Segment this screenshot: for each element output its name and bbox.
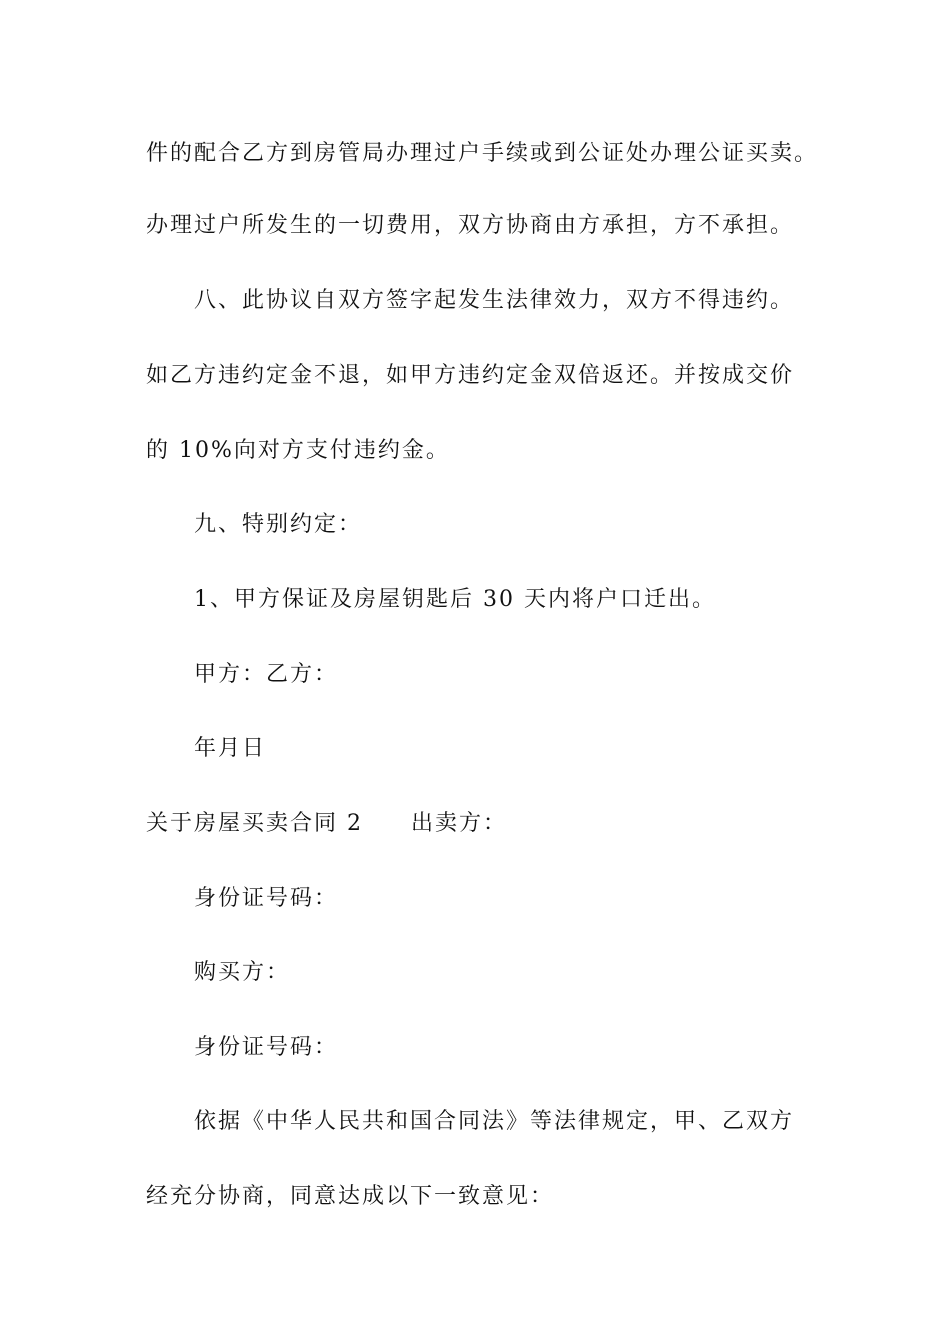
contract-title: 关于房屋买卖合同 2 bbox=[146, 811, 363, 836]
paragraph-line: 经充分协商，同意达成以下一致意见： bbox=[146, 1184, 555, 1209]
seller-label: 出卖方： bbox=[411, 811, 508, 836]
paragraph-line: 办理过户所发生的一切费用，双方协商由方承担，方不承担。 bbox=[146, 213, 795, 238]
clause-eight: 八、此协议自双方签字起发生法律效力，双方不得违约。 bbox=[194, 288, 795, 313]
signature-parties: 甲方：乙方： bbox=[194, 662, 339, 687]
paragraph-line: 件的配合乙方到房管局办理过户手续或到公证处办理公证买卖。 bbox=[146, 141, 819, 166]
buyer-label: 购买方： bbox=[194, 960, 291, 985]
paragraph-line: 的 10%向对方支付违约金。 bbox=[146, 438, 450, 463]
basis-paragraph: 依据《中华人民共和国合同法》等法律规定，甲、乙双方 bbox=[194, 1109, 795, 1134]
signature-date: 年月日 bbox=[194, 736, 267, 761]
contract-heading-row bbox=[146, 809, 826, 839]
special-term-1: 1、甲方保证及房屋钥匙后 30 天内将户口迁出。 bbox=[194, 587, 716, 612]
seller-id-label: 身份证号码： bbox=[194, 886, 339, 911]
paragraph-line: 如乙方违约定金不退，如甲方违约定金双倍返还。并按成交价 bbox=[146, 363, 795, 388]
clause-nine-heading: 九、特别约定： bbox=[194, 512, 363, 537]
buyer-id-label: 身份证号码： bbox=[194, 1035, 339, 1060]
